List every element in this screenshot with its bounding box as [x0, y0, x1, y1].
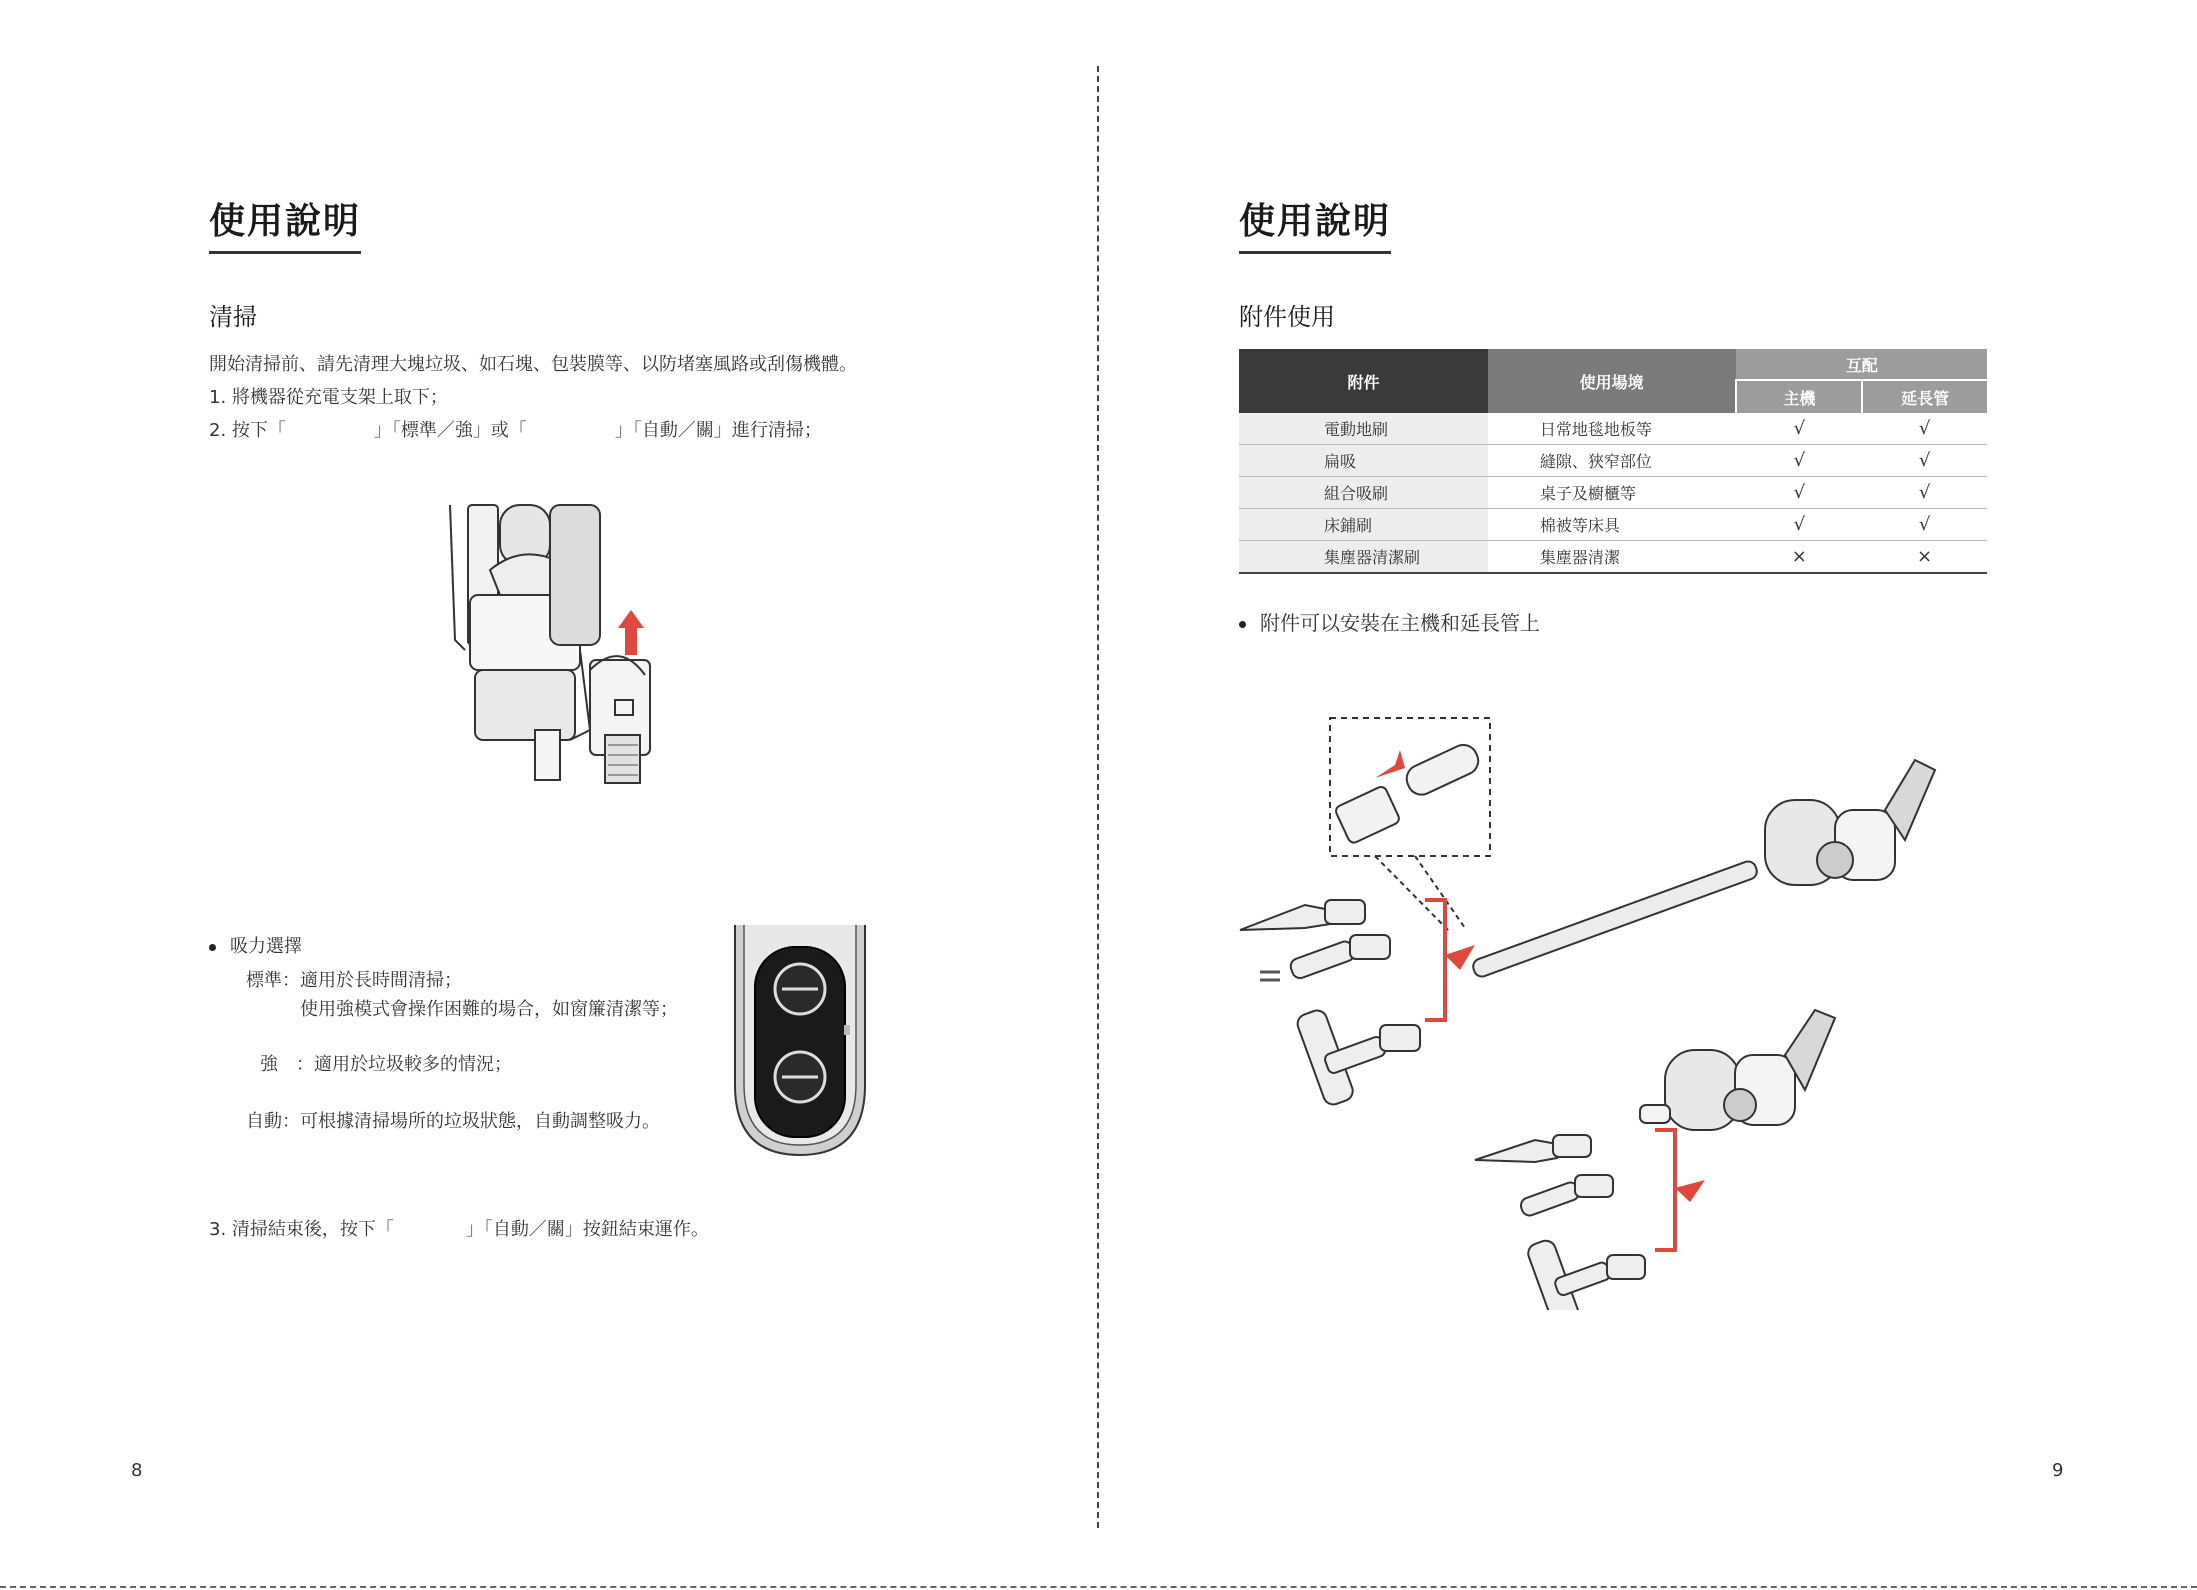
strong-mode: 強 ：適用於垃圾較多的情況； [260, 1054, 512, 1075]
page-title-left: 使用說明 [209, 200, 361, 254]
vacuum-dock-illustration [440, 500, 680, 785]
table-row: 集塵器清潔刷 集塵器清潔 × × [1239, 541, 1987, 574]
accessory-note: 附件可以安裝在主機和延長管上 [1239, 607, 1540, 636]
page-title-right: 使用說明 [1239, 200, 1391, 254]
header-main: 主機 [1736, 380, 1862, 413]
control-panel-illustration [730, 925, 870, 1160]
accessory-attachment-illustration [1235, 710, 2015, 1310]
header-accessory: 附件 [1239, 349, 1488, 413]
section-heading-cleaning: 清掃 [209, 303, 257, 331]
section-heading-accessories: 附件使用 [1239, 303, 1335, 331]
accessory-table [1239, 349, 1987, 574]
standard-mode-line1: 標準：適用於長時間清掃； [246, 970, 462, 991]
suction-heading: 吸力選擇 [209, 932, 302, 958]
header-fit: 互配 [1736, 349, 1987, 380]
header-ext: 延長管 [1862, 380, 1987, 413]
page-number-right: 9 [2052, 1460, 2064, 1481]
intro-text: 開始清掃前、請先清理大塊垃圾、如石塊、包裝膜等、以防堵塞風路或刮傷機體。 [209, 354, 857, 375]
table-row: 電動地刷 日常地毯地板等 √ √ [1239, 413, 1987, 445]
step-2: 2. 按下「 」「標準／強」或「 」「自動／關」進行清掃； [209, 420, 822, 441]
step-1: 1. 將機器從充電支架上取下； [209, 387, 448, 408]
table-row: 扁吸 縫隙、狹窄部位 √ √ [1239, 445, 1987, 477]
table-row: 組合吸刷 桌子及櫥櫃等 √ √ [1239, 477, 1987, 509]
standard-mode-line2: 使用強模式會操作困難的場合，如窗簾清潔等； [300, 999, 678, 1020]
bottom-rule [0, 1586, 2197, 1588]
header-usage: 使用場境 [1488, 349, 1737, 413]
table-row: 床鋪刷 棉被等床具 √ √ [1239, 509, 1987, 541]
auto-mode: 自動：可根據清掃場所的垃圾狀態，自動調整吸力。 [246, 1111, 660, 1132]
page-divider [1097, 66, 1099, 1528]
step-3: 3. 清掃結束後，按下「 」「自動／關」按鈕結束運作。 [209, 1219, 709, 1240]
page-number-left: 8 [131, 1460, 143, 1481]
